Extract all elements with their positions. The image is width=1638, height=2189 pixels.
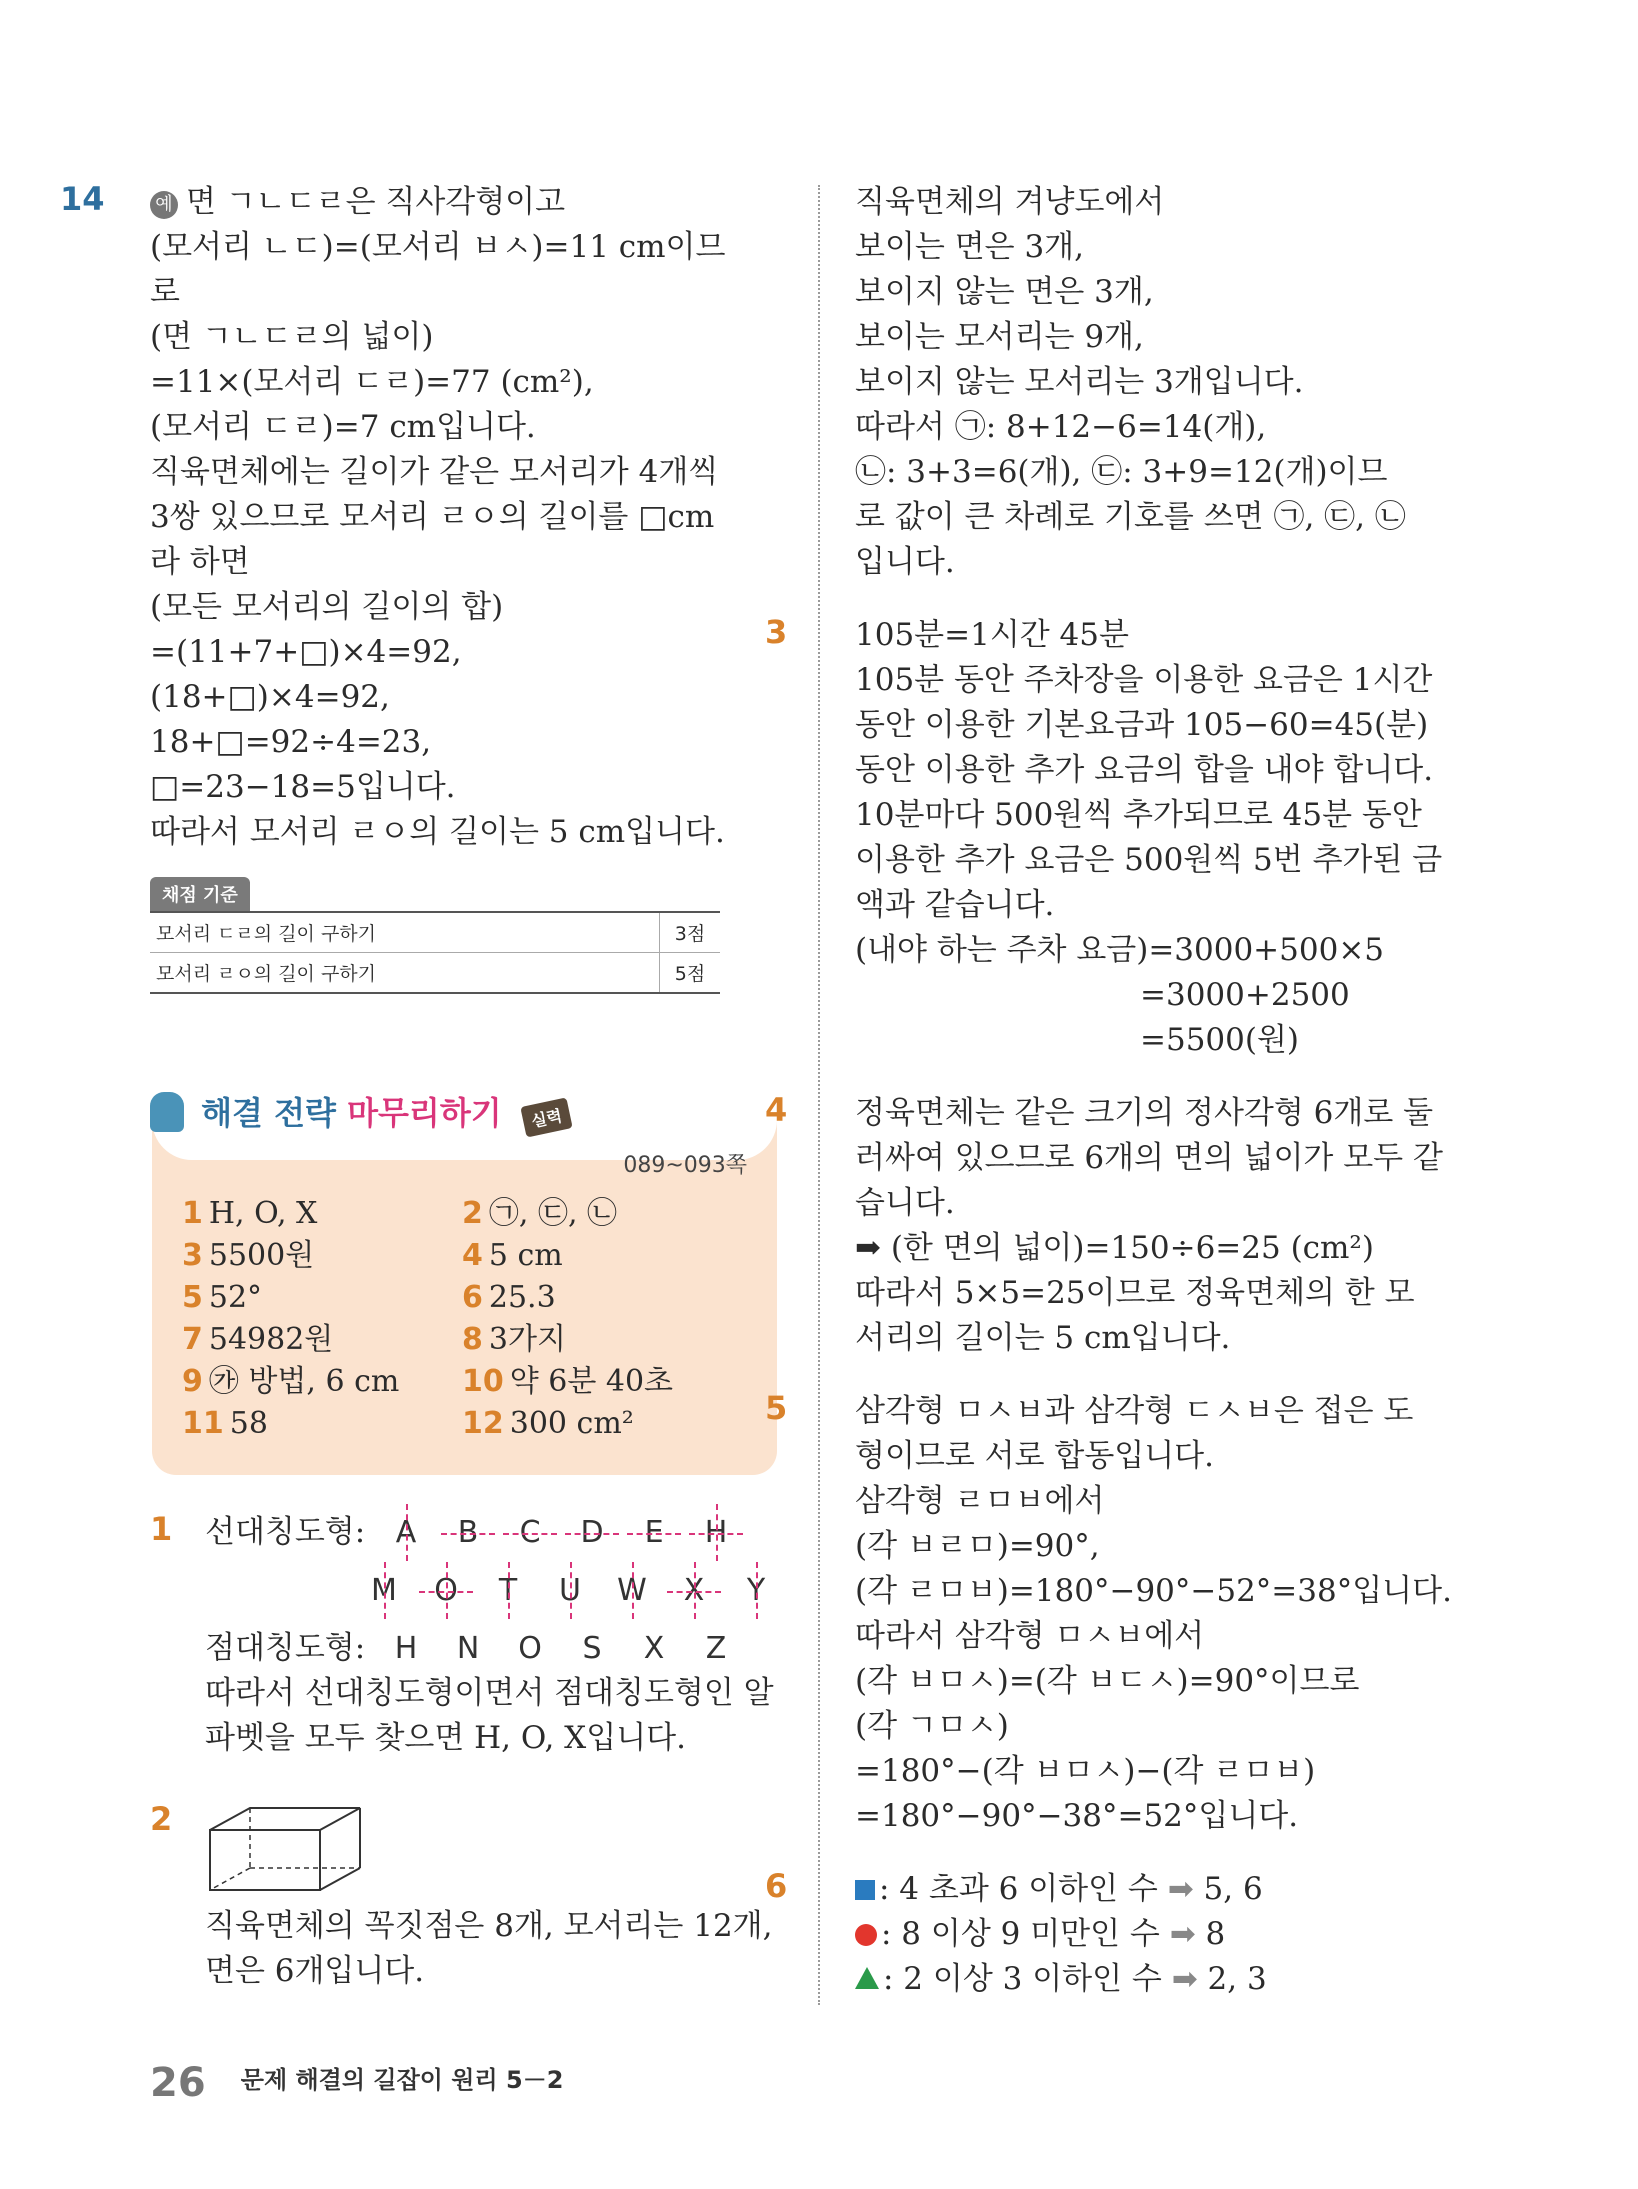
- left-column: [60, 180, 780, 994]
- line-symmetry-letter: U: [539, 1568, 601, 1613]
- list-item: 9 ㉮ 방법, 6 cm: [182, 1364, 400, 1399]
- example-badge: 예: [150, 191, 178, 219]
- list-item: 12 300 cm²: [462, 1406, 634, 1441]
- point-symmetry-letter: N: [456, 1631, 480, 1666]
- line-symmetry-letter: M: [353, 1568, 415, 1613]
- problem-number: 4: [765, 1091, 788, 1129]
- arrow-icon: ➡: [1171, 1961, 1198, 1997]
- summary-heading: 해결 전략 마무리하기 실력: [150, 1088, 570, 1134]
- line-symmetry-letter: A: [375, 1510, 437, 1555]
- page-range: 089~093쪽: [623, 1153, 747, 1178]
- arrow-icon: ➡: [1169, 1916, 1196, 1952]
- table-row: 모서리 ㄷㄹ의 길이 구하기 3점: [150, 912, 720, 953]
- column-divider: [818, 185, 820, 2005]
- arrow-icon: ➡: [1167, 1871, 1194, 1907]
- problem-number: 2: [150, 1800, 173, 1838]
- list-item: 4 5 cm: [462, 1238, 563, 1273]
- scoring-rubric: [150, 877, 720, 994]
- line-symmetry-letter: O: [415, 1568, 477, 1613]
- line-symmetry-letter: D: [561, 1510, 623, 1555]
- line-symmetry-letter: C: [499, 1510, 561, 1555]
- answer-grid: [182, 1195, 762, 1443]
- line-symmetry-letter: X: [663, 1568, 725, 1613]
- circle-icon: [855, 1924, 877, 1946]
- point-symmetry-letter: S: [582, 1631, 602, 1666]
- line-symmetry-letter: T: [477, 1568, 539, 1613]
- list-item: 1 H, O, X: [182, 1196, 318, 1231]
- problem-number: 5: [765, 1389, 788, 1427]
- point-symmetry-row: [375, 1630, 747, 1666]
- problem-number: 14: [60, 180, 105, 218]
- right-column: [765, 180, 1495, 2002]
- point-symmetry-letter: H: [394, 1631, 418, 1666]
- list-item: 3 5500원: [182, 1238, 315, 1273]
- list-item: 2 ㉠, ㉢, ㉡: [462, 1196, 618, 1231]
- problem-2-continued: 직육면체의 겨냥도에서 보이는 면은 3개, 보이지 않는 면은 3개, 보이는 모서리는 9개, 보이지 않는 모서리는 3개입니다. 따라서 ㉠: 8+12−6=14(개), ㉡: 3+3=6(개), ㉢: 3+9=12(개)이므 로 값이 큰 차례로 기호를 쓰면 ㉠, ㉢, ㉡ 입니다.: [855, 184, 1406, 580]
- line-symmetry-letter: E: [623, 1510, 685, 1555]
- problem-number: 6: [765, 1867, 788, 1905]
- problem-1: 1 선대칭도형: A B C D E H M O T U W X Y 점대칭도형: H N O S X Z 따라서 선대칭도형이면서 점대칭도형인 알 파벳을 모두 찾으면 H, O, X입니다.: [205, 1510, 805, 1761]
- line-symmetry-letter: H: [685, 1510, 747, 1555]
- square-icon: [855, 1880, 875, 1900]
- line-symmetry-row2: [353, 1572, 787, 1608]
- problem-3: 3 105분=1시간 45분 105분 동안 주차장을 이용한 요금은 1시간 동안 이용한 기본요금과 105−60=45(분) 동안 이용한 추가 요금의 합을 내야 합니다. 10분마다 500원씩 추가되므로 45분 동안 이용한 추가 요금은 500원씩 5번 추가된 금 액과 같습니다. (내야 하는 주차 요금)=3000+500×5 =3000+2500 =5500(원): [765, 613, 1443, 1058]
- triangle-icon: [855, 1967, 879, 1989]
- line-symmetry-letter: Y: [725, 1568, 787, 1613]
- table-row: 모서리 ㄹㅇ의 길이 구하기 5점: [150, 953, 720, 994]
- list-item: 6 25.3: [462, 1280, 556, 1315]
- mascot-icon: [150, 1092, 184, 1132]
- line-symmetry-label: 선대칭도형:: [205, 1514, 366, 1550]
- problem-number: 3: [765, 613, 788, 651]
- cuboid-sketch: [205, 1800, 365, 1900]
- line-symmetry-row1: [375, 1514, 747, 1550]
- line-symmetry-letter: W: [601, 1568, 663, 1613]
- problem-6: 6 : 4 초과 6 이하인 수 ➡ 5, 6 : 8 이상 9 미만인 수 ➡ 8 : 2 이상 3 이하인 수 ➡ 2, 3: [765, 1867, 1267, 1997]
- summary-answer-box: [152, 1090, 777, 1475]
- list-item: 10 약 6분 40초: [462, 1364, 674, 1399]
- level-tag: 실력: [520, 1097, 572, 1137]
- list-item: 7 54982원: [182, 1322, 334, 1357]
- rubric-title: 채점 기준: [150, 877, 250, 911]
- problem-number: 1: [150, 1510, 173, 1548]
- page-footer: [150, 2060, 563, 2106]
- list-item: 8 3가지: [462, 1322, 566, 1357]
- rubric-table: [150, 911, 720, 994]
- point-symmetry-letter: O: [518, 1631, 542, 1666]
- book-title: 문제 해결의 길잡이 원리 5－2: [240, 2066, 564, 2094]
- point-symmetry-letter: Z: [705, 1631, 727, 1666]
- problem-14: 14 예 면 ㄱㄴㄷㄹ은 직사각형이고 (모서리 ㄴㄷ)=(모서리 ㅂㅅ)=11 cm이므 로 (면 ㄱㄴㄷㄹ의 넓이) =11×(모서리 ㄷㄹ)=77 (cm²), (모서리 ㄷㄹ)=7 cm입니다. 직육면체에는 길이가 같은 모서리가 4개씩 3쌍 있으므로 모서리 ㄹㅇ의 길이를 □cm 라 하면 (모든 모서리의 길이의 합) =(11+7+□)×4=92, (18+□)×4=92, 18+□=92÷4=23, □=23−18=5입니다. 따라서 모서리 ㄹㅇ의 길이는 5 cm입니다. 채점 기준 모서리 ㄷㄹ의 길이 구하기 3점 모서리 ㄹㅇ의 길이 구하기 5점: [150, 180, 780, 994]
- problem-4: 4 정육면체는 같은 크기의 정사각형 6개로 둘 러싸여 있으므로 6개의 면의 넓이가 모두 같 습니다. ➡ (한 면의 넓이)=150÷6=25 (cm²) 따라서 5×5=25이므로 정육면체의 한 모 서리의 길이는 5 cm입니다.: [765, 1091, 1443, 1356]
- problem-5: 5 삼각형 ㅁㅅㅂ과 삼각형 ㄷㅅㅂ은 접은 도 형이므로 서로 합동입니다. 삼각형 ㄹㅁㅂ에서 (각 ㅂㄹㅁ)=90°, (각 ㄹㅁㅂ)=180°−90°−52°=38°입니다. 따라서 삼각형 ㅁㅅㅂ에서 (각 ㅂㅁㅅ)=(각 ㅂㄷㅅ)=90°이므로 (각 ㄱㅁㅅ) =180°−(각 ㅂㅁㅅ)−(각 ㄹㅁㅂ) =180°−90°−38°=52°입니다.: [765, 1389, 1452, 1834]
- page-number: 26: [150, 2060, 206, 2106]
- list-item: 11 58: [182, 1406, 268, 1441]
- point-symmetry-letter: X: [643, 1631, 665, 1666]
- point-symmetry-label: 점대칭도형:: [205, 1630, 366, 1666]
- list-item: 5 52°: [182, 1280, 263, 1315]
- problem-2: 2 직육면체의 꼭짓점은 8개, 모서리는 12개, 면은 6개입니다.: [150, 1800, 773, 1989]
- line-symmetry-letter: B: [437, 1510, 499, 1555]
